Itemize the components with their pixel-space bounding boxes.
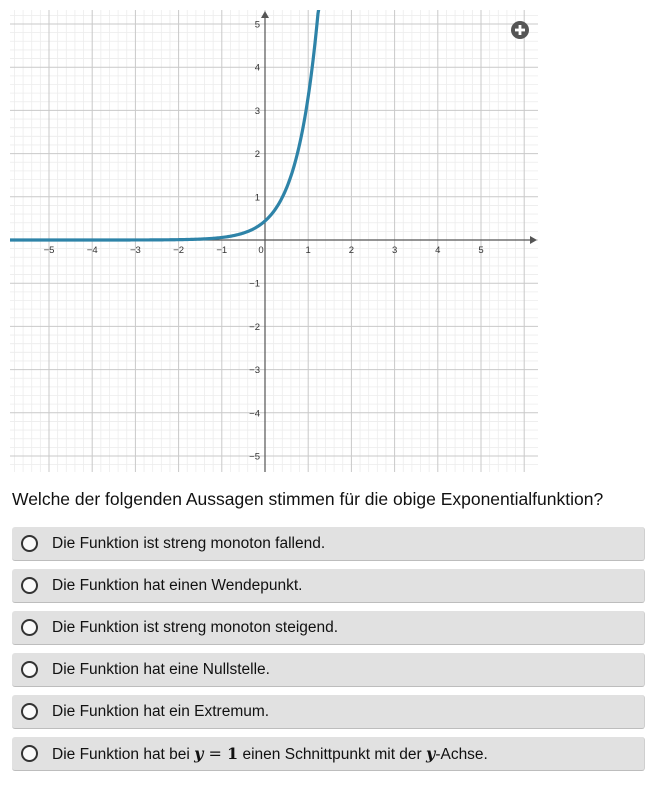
y-tick-label: 4: [254, 62, 260, 74]
y-tick-label: 2: [254, 149, 260, 161]
option-label: Die Funktion ist streng monoton fallend.: [52, 534, 326, 552]
x-tick-label: 0: [258, 245, 264, 256]
y-tick-label: 3: [254, 105, 260, 117]
radio-button[interactable]: [21, 661, 38, 678]
option-label: Die Funktion hat ein Extremum.: [52, 702, 270, 720]
radio-button[interactable]: [21, 703, 38, 720]
y-tick-label: −4: [249, 408, 260, 420]
x-tick-label: 5: [478, 245, 484, 256]
option-label: [52, 744, 488, 764]
option-streng-monoton-fallend[interactable]: [12, 527, 645, 561]
option-label: Die Funktion ist streng monoton steigend.: [52, 618, 339, 636]
y-tick-label: −1: [249, 278, 260, 290]
option-label: Die Funktion hat einen Wendepunkt.: [52, 576, 303, 594]
radio-button[interactable]: [21, 745, 38, 762]
answer-options: [12, 527, 645, 779]
option-text-mid: einen Schnittpunkt mit der: [238, 745, 427, 763]
option-nullstelle[interactable]: [12, 653, 645, 687]
y-tick-label: 1: [254, 192, 260, 204]
option-label: Die Funktion hat eine Nullstelle.: [52, 660, 270, 678]
radio-button[interactable]: [21, 619, 38, 636]
option-text-post: -Achse.: [435, 745, 488, 763]
option-streng-monoton-steigend[interactable]: [12, 611, 645, 645]
option-schnittpunkt-y-achse[interactable]: [12, 737, 645, 771]
math-equals: =: [203, 743, 228, 763]
math-variable-y: y: [194, 743, 204, 763]
option-text-pre: Die Funktion hat bei: [52, 745, 195, 763]
option-wendepunkt[interactable]: [12, 569, 645, 603]
x-tick-label: 3: [391, 245, 398, 256]
y-axis-arrow: [261, 11, 269, 18]
x-tick-label: −3: [129, 245, 141, 256]
math-variable-y: y: [426, 743, 436, 763]
y-tick-label: −5: [249, 451, 260, 463]
x-tick-label: 4: [435, 245, 441, 256]
x-axis-arrow: [530, 236, 537, 244]
y-tick-label: −2: [249, 321, 260, 333]
radio-button[interactable]: [21, 577, 38, 594]
x-tick-label: −1: [216, 245, 228, 256]
question-text: Welche der folgenden Aussagen stimmen für die obige Exponentialfunktion?: [12, 489, 604, 509]
y-tick-labels: [249, 20, 260, 463]
math-number: 1: [227, 743, 239, 763]
radio-button[interactable]: [21, 535, 38, 552]
x-tick-label: −5: [43, 245, 55, 256]
option-extremum[interactable]: [12, 695, 645, 729]
x-tick-label: −2: [173, 245, 185, 256]
y-tick-label: −3: [249, 365, 260, 377]
x-tick-label: 2: [348, 245, 355, 256]
y-tick-label: 5: [254, 19, 260, 31]
x-tick-label: 1: [305, 245, 311, 256]
function-graph: [10, 10, 538, 472]
x-tick-label: −4: [86, 245, 98, 256]
plus-circle-icon[interactable]: [511, 21, 529, 39]
